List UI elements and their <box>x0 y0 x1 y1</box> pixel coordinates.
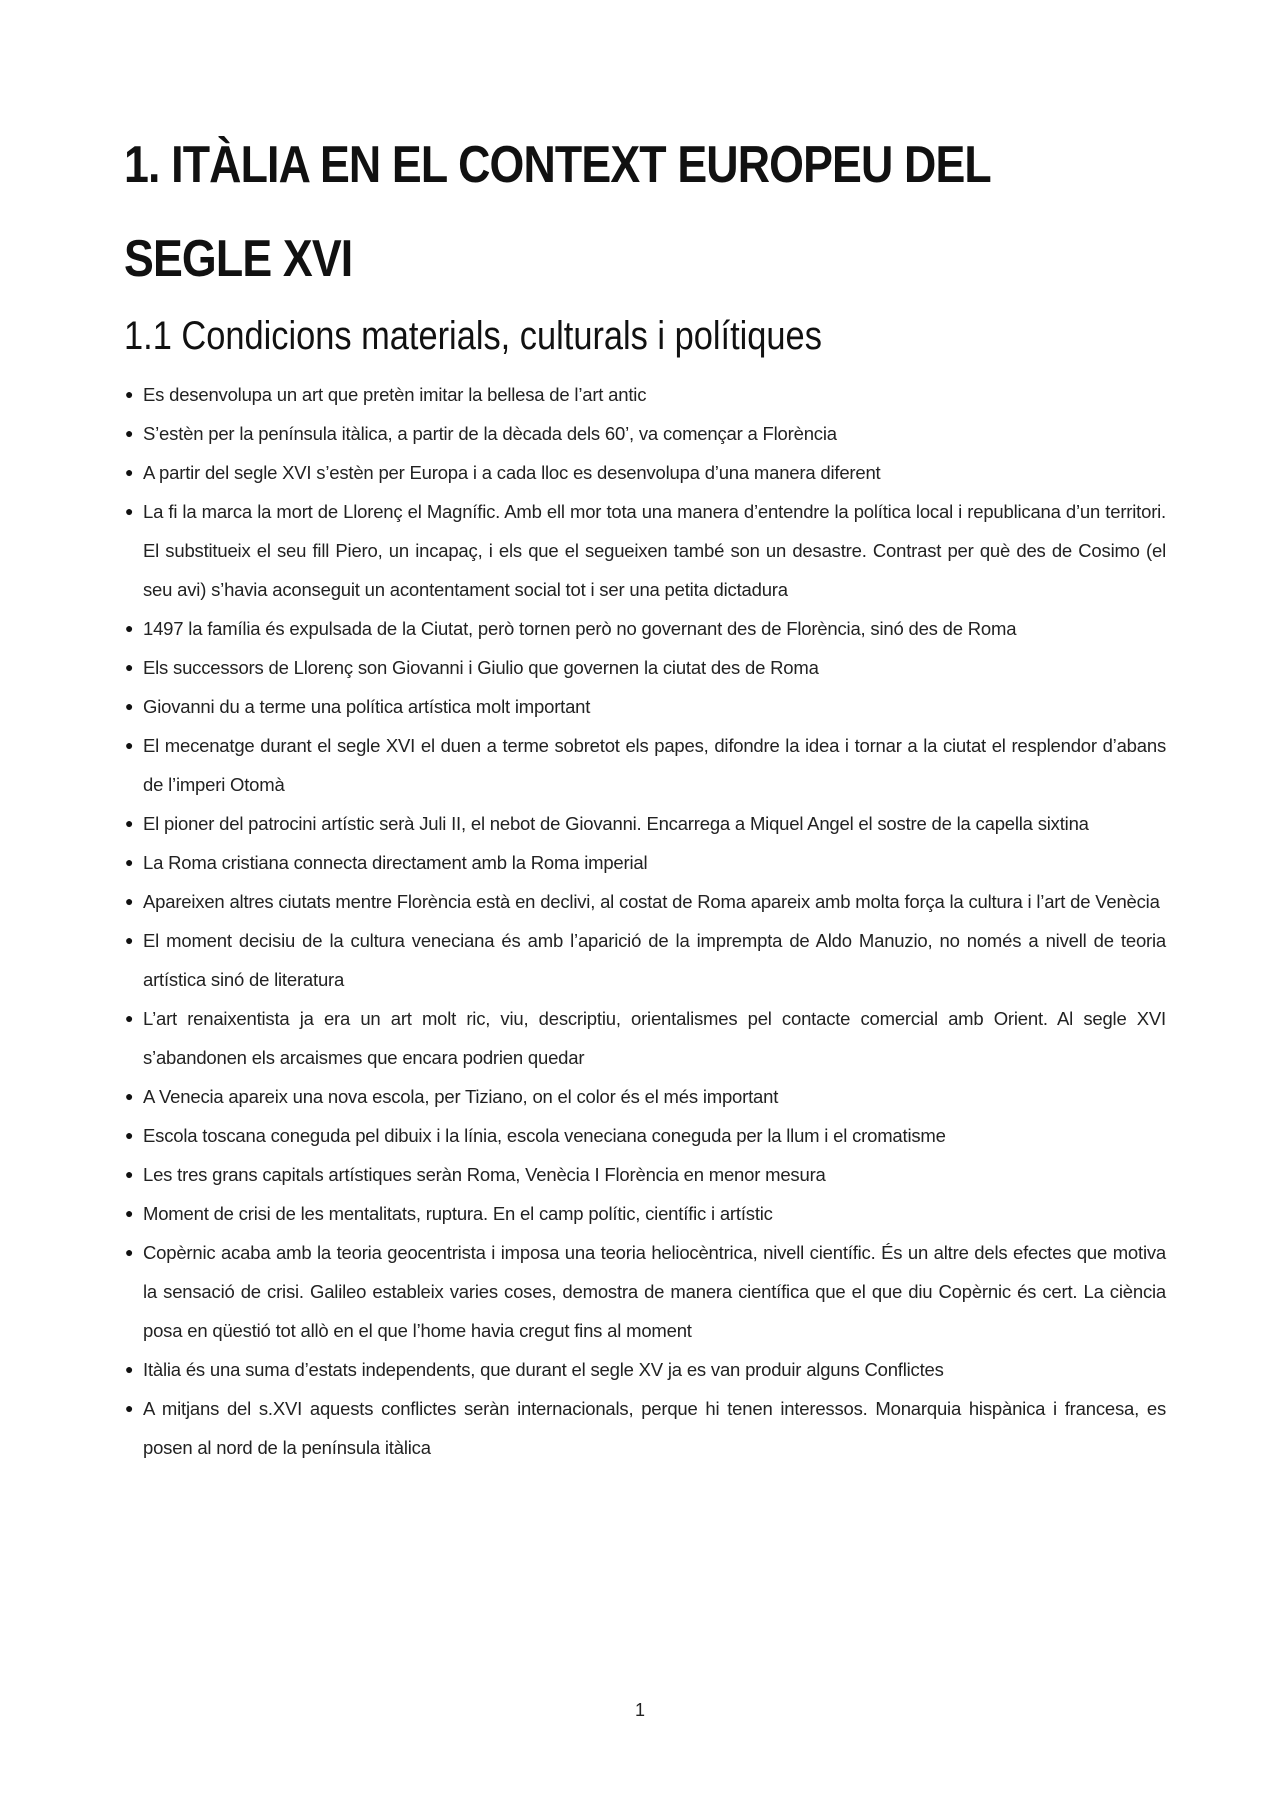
list-item-text: Els successors de Llorenç son Giovanni i Giulio que governen la ciutat des de Roma <box>143 657 819 678</box>
page-number: 1 <box>634 1700 645 1720</box>
list-item <box>124 843 1166 882</box>
bullet-icon: ● <box>125 386 134 402</box>
list-item-text: Les tres grans capitals artístiques seràn Roma, Venècia I Florència en menor mesura <box>143 1164 826 1185</box>
list-item <box>124 1155 1166 1194</box>
list-item-text: El pioner del patrocini artístic serà Juli II, el nebot de Giovanni. Encarrega a Miquel Angel el sostre de la capella sixtina <box>143 813 1089 834</box>
list-item-text: La fi la marca la mort de Llorenç el Magnífic. Amb ell mor tota una manera d’entendre la política local i republicana d’un territori. El substitueix el seu fill Piero, un incapaç, i els que el segueixen també son un desastre. Contrast per què des de Cosimo (el seu avi) s’havia aconseguit un acontentament social tot i ser una petita dictadura <box>143 501 1166 600</box>
list-item-text: A Venecia apareix una nova escola, per Tiziano, on el color és el més important <box>143 1086 779 1107</box>
list-item <box>124 726 1166 804</box>
list-item <box>124 1233 1166 1350</box>
list-item-text: 1497 la família és expulsada de la Ciutat, però tornen però no governant des de Florència, sinó des de Roma <box>143 618 1017 639</box>
list-item-text: Itàlia és una suma d’estats independents, que durant el segle XV ja es van produir alguns Conflictes <box>143 1359 944 1380</box>
page-title: 1. ITÀLIA EN EL CONTEXT EUROPEU DEL SEGLE XVI <box>124 136 991 288</box>
bullet-icon: ● <box>125 893 134 909</box>
list-item-text: El mecenatge durant el segle XVI el duen a terme sobretot els papes, difondre la idea i tornar a la ciutat el resplendor d’abans de l’imperi Otomà <box>143 735 1166 795</box>
bullet-icon: ● <box>125 932 134 948</box>
bullet-icon: ● <box>125 854 134 870</box>
list-item <box>124 414 1166 453</box>
list-item <box>124 1350 1166 1389</box>
list-item <box>124 1077 1166 1116</box>
list-item <box>124 1194 1166 1233</box>
list-item-text: Es desenvolupa un art que pretèn imitar la bellesa de l’art antic <box>143 384 647 405</box>
list-item-text: Giovanni du a terme una política artística molt important <box>143 696 591 717</box>
list-item-text: A partir del segle XVI s’estèn per Europa i a cada lloc es desenvolupa d’una manera diferent <box>143 462 881 483</box>
bullet-icon: ● <box>125 737 134 753</box>
list-item <box>124 453 1166 492</box>
bullet-icon: ● <box>125 1361 134 1377</box>
list-item <box>124 1116 1166 1155</box>
bullet-list <box>124 375 1166 1467</box>
section-title: 1.1 Condicions materials, culturals i polítiques <box>124 314 822 358</box>
list-item <box>124 1389 1166 1467</box>
list-item <box>124 375 1166 414</box>
list-item <box>124 921 1166 999</box>
list-item <box>124 492 1166 609</box>
bullet-icon: ● <box>125 425 134 441</box>
list-item-text: El moment decisiu de la cultura veneciana és amb l’aparició de la imprempta de Aldo Manuzio, no només a nivell de teoria artística sinó de literatura <box>143 930 1166 990</box>
bullet-icon: ● <box>125 1166 134 1182</box>
bullet-icon: ● <box>125 1010 134 1026</box>
list-item <box>124 648 1166 687</box>
list-item-text: A mitjans del s.XVI aquests conflictes seràn internacionals, perque hi tenen interessos. Monarquia hispànica i francesa, es posen al nord de la península itàlica <box>143 1398 1166 1458</box>
list-item <box>124 609 1166 648</box>
list-item-text: Moment de crisi de les mentalitats, ruptura. En el camp polític, científic i artístic <box>143 1203 773 1224</box>
list-item <box>124 999 1166 1077</box>
list-item-text: La Roma cristiana connecta directament amb la Roma imperial <box>143 852 648 873</box>
list-item-text: L’art renaixentista ja era un art molt ric, viu, descriptiu, orientalismes pel contacte comercial amb Orient. Al segle XVI s’abandonen els arcaismes que encara podrien quedar <box>143 1008 1166 1068</box>
list-item <box>124 804 1166 843</box>
list-item-text: Escola toscana coneguda pel dibuix i la línia, escola veneciana coneguda per la llum i el cromatisme <box>143 1125 946 1146</box>
bullet-icon: ● <box>125 659 134 675</box>
bullet-icon: ● <box>125 620 134 636</box>
list-item-text: Copèrnic acaba amb la teoria geocentrista i imposa una teoria heliocèntrica, nivell científic. És un altre dels efectes que motiva la sensació de crisi. Galileo estableix varies coses, demostra de manera científica que el que diu Copèrnic és cert. La ciència posa en qüestió tot allò en el que l’home havia cregut fins al moment <box>143 1242 1166 1341</box>
list-item-text: S’estèn per la península itàlica, a partir de la dècada dels 60’, va començar a Florència <box>143 423 837 444</box>
bullet-icon: ● <box>125 1205 134 1221</box>
bullet-icon: ● <box>125 1400 134 1416</box>
list-item <box>124 687 1166 726</box>
list-item <box>124 882 1166 921</box>
bullet-icon: ● <box>125 1244 134 1260</box>
bullet-icon: ● <box>125 1127 134 1143</box>
bullet-icon: ● <box>125 464 134 480</box>
bullet-icon: ● <box>125 815 134 831</box>
bullet-icon: ● <box>125 698 134 714</box>
bullet-icon: ● <box>125 1088 134 1104</box>
list-item-text: Apareixen altres ciutats mentre Florència està en declivi, al costat de Roma apareix amb molta força la cultura i l’art de Venècia <box>143 891 1160 912</box>
bullet-icon: ● <box>125 503 134 519</box>
